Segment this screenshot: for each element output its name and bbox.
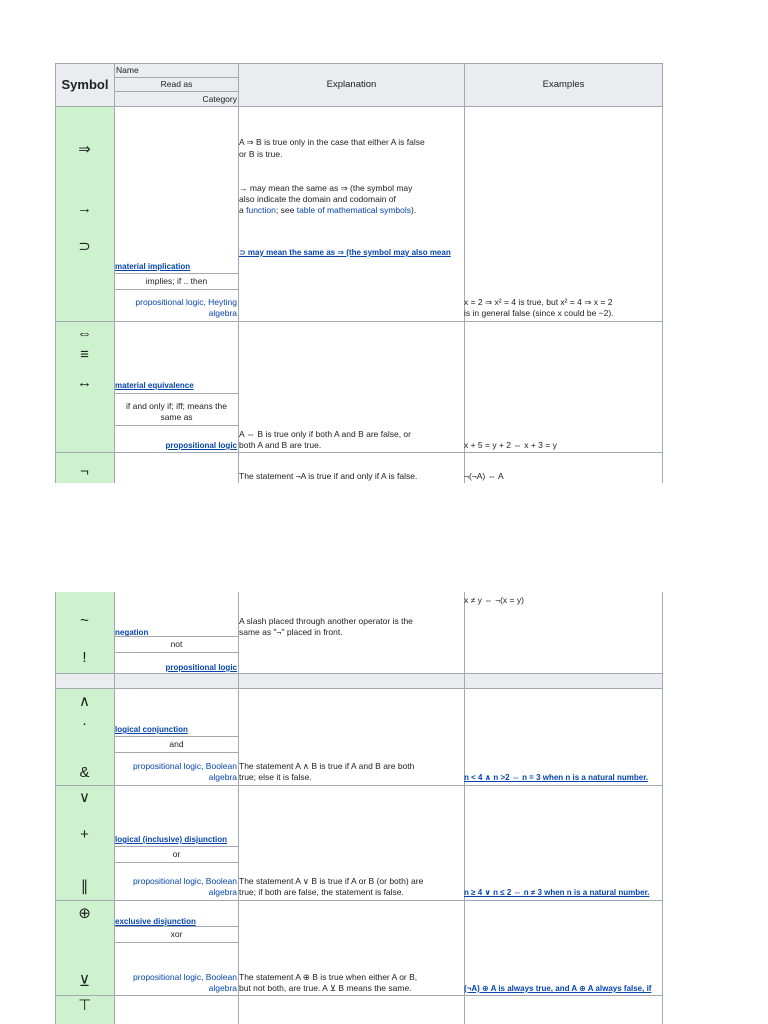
xor-example-cell — [464, 900, 663, 996]
disjunction-example-link[interactable]: n ≥ 4 ∨ n ≤ 2 ⇔ n ≠ 3 when n is a natural number. — [464, 888, 650, 897]
implies-double-arrow-symbol: ⇒ — [78, 141, 91, 158]
implication-category-line2[interactable]: algebra — [208, 308, 237, 318]
equivalence-expl-line2: both A and B are true. — [239, 440, 322, 450]
xor-underlined-vee-symbol: ⊻ — [79, 973, 90, 990]
logic-symbols-table-bottom — [55, 592, 663, 1024]
tautology-name-cell — [114, 995, 239, 1024]
xor-read-as: xor — [170, 929, 183, 939]
negation-exclamation-symbol: ! — [82, 649, 87, 666]
implication-expl-see: ; see — [275, 205, 295, 215]
conjunction-read-as: and — [169, 739, 184, 749]
implication-expl-line3: → may mean the same as ⇒ (the symbol may — [239, 183, 413, 193]
conjunction-wedge-symbol: ∧ — [79, 693, 90, 710]
xor-example-link[interactable]: (¬A) ⊕ A is always true, and A ⊕ A always false, if — [464, 984, 652, 993]
tautology-explanation-cell — [238, 995, 465, 1024]
function-link[interactable]: function — [246, 205, 276, 215]
implication-name-link[interactable]: material implication — [115, 262, 191, 271]
disjunction-expl-line2: true; if both are false, the statement is false. — [239, 887, 404, 897]
disjunction-name-link[interactable]: logical (inclusive) disjunction — [115, 835, 228, 844]
implication-category-line1[interactable]: propositional logic, Heyting — [135, 297, 237, 307]
equivalence-triple-bar-symbol: ≡ — [80, 346, 89, 363]
negation-example: x ≠ y ⇔ ¬(x = y) — [464, 595, 524, 605]
negation-read-as: not — [170, 639, 183, 649]
conjunction-example-link[interactable]: n < 4 ∧ n >2 ⇔ n = 3 when n is a natural number. — [464, 773, 649, 782]
implies-superset-symbol: ⊃ — [78, 238, 91, 255]
equivalence-example: x + 5 = y + 2 ⇔ x + 3 = y — [464, 440, 557, 450]
implication-read-as: implies; if .. then — [145, 276, 208, 286]
conjunction-expl-line1: The statement A ∧ B is true if A and B are both — [239, 761, 415, 771]
disjunction-plus-symbol: + — [80, 826, 89, 843]
conjunction-dot-symbol: · — [82, 715, 87, 732]
tautology-example-cell — [464, 995, 663, 1024]
implication-expl-close: ). — [411, 205, 417, 215]
negation-expl-top: The statement ¬A is true if and only if A is false. — [239, 471, 418, 481]
equivalence-read-as-line2: same as — [160, 412, 193, 422]
implication-expl-line2: or B is true. — [239, 149, 283, 159]
conjunction-name-link[interactable]: logical conjunction — [115, 725, 188, 734]
iff-double-arrow-symbol: ⇔ — [77, 325, 92, 342]
disjunction-read-as: or — [172, 849, 181, 859]
negation-not-sign-symbol: ¬ — [80, 463, 89, 480]
implication-name-cell — [114, 106, 239, 274]
xor-circled-plus-symbol: ⊕ — [78, 905, 91, 922]
conjunction-category-line2[interactable]: algebra — [208, 772, 237, 782]
implication-expl-line1: A ⇒ B is true only in the case that either A is false — [239, 137, 425, 147]
conjunction-ampersand-symbol: & — [79, 764, 90, 781]
implication-expl-line6-link[interactable]: ⊃ may mean the same as ⇒ (the symbol may also mean — [239, 248, 451, 257]
equivalence-name-link[interactable]: material equivalence — [115, 381, 194, 390]
equivalence-example-cell — [464, 321, 663, 453]
conjunction-category-line1[interactable]: propositional logic, Boolean — [133, 761, 237, 771]
negation-expl-line2: same as "¬" placed in front. — [239, 627, 343, 637]
equivalence-read-as-line1: if and only if; iff; means the — [126, 401, 227, 411]
xor-name-link[interactable]: exclusive disjunction — [115, 917, 196, 926]
logic-symbols-table-top — [55, 63, 663, 483]
negation-name-cell-top — [114, 452, 239, 483]
xor-expl-line1: The statement A ⊕ B is true when either A or B, — [239, 972, 418, 982]
disjunction-double-bar-symbol: ∥ — [80, 878, 89, 895]
xor-category-line2[interactable]: algebra — [208, 983, 237, 993]
implication-example-line1: x = 2 ⇒ x² = 4 is true, but x² = 4 ⇒ x = 2 — [464, 297, 613, 307]
equivalence-expl-line1: A ⇔ B is true only if both A and B are false, or — [239, 429, 411, 439]
negation-expl-line1: A slash placed through another operator is the — [239, 616, 413, 626]
implies-single-arrow-symbol: → — [77, 200, 92, 217]
spacer-row-examples — [464, 673, 663, 689]
header-name: Name — [116, 65, 139, 75]
negation-example-top: ¬(¬A) ⇔ A — [464, 471, 504, 481]
disjunction-category-line2[interactable]: algebra — [208, 887, 237, 897]
negation-category-link[interactable]: propositional logic — [165, 663, 237, 672]
header-examples: Examples — [542, 79, 585, 90]
negation-name-link[interactable]: negation — [115, 628, 149, 637]
header-read-as: Read as — [160, 79, 193, 89]
tautology-top-symbol: ⊤ — [77, 997, 92, 1014]
disjunction-expl-line1: The statement A ∨ B is true if A or B (or both) are — [239, 876, 424, 886]
header-category: Category — [202, 94, 237, 104]
negation-tilde-symbol: ~ — [80, 612, 89, 629]
implication-expl-line5 — [239, 205, 416, 216]
iff-single-arrow-symbol: ↔ — [77, 374, 92, 391]
header-explanation: Explanation — [326, 79, 377, 90]
implication-expl-line4: also indicate the domain and codomain of — [239, 194, 396, 204]
implication-example-line2: is in general false (since x could be −2). — [464, 308, 614, 318]
disjunction-example-cell — [464, 785, 663, 901]
implication-example-cell — [464, 106, 663, 322]
xor-expl-line2: but not both, are true. A ⊻ B means the same. — [239, 983, 412, 993]
spacer-row-name — [114, 673, 239, 689]
header-symbol: Symbol — [61, 77, 109, 92]
disjunction-category-line1[interactable]: propositional logic, Boolean — [133, 876, 237, 886]
equivalence-category-link[interactable]: propositional logic — [165, 441, 237, 450]
xor-category-line1[interactable]: propositional logic, Boolean — [133, 972, 237, 982]
table-of-math-symbols-link[interactable]: table of mathematical symbols — [296, 205, 412, 215]
disjunction-vee-symbol: ∨ — [79, 789, 90, 806]
spacer-row-symbol — [55, 673, 115, 689]
implication-expl-a: a — [239, 205, 244, 215]
conjunction-expl-line2: true; else it is false. — [239, 772, 312, 782]
spacer-row-explanation — [238, 673, 465, 689]
